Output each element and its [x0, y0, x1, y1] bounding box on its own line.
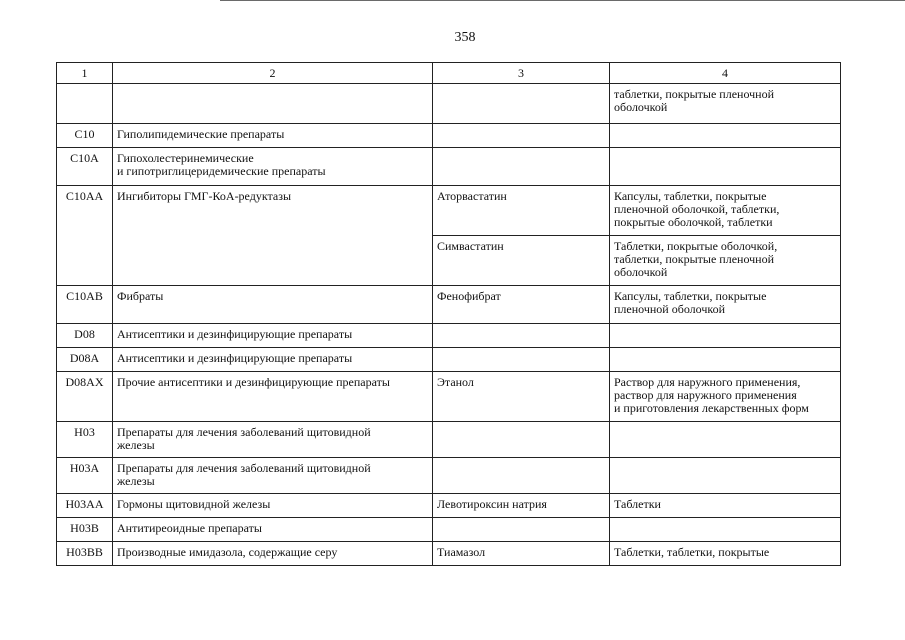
group-name-cell: Антисептики и дезинфицирующие препараты [113, 324, 433, 348]
table-row [57, 348, 841, 372]
table-row [57, 542, 841, 566]
dosage-forms-cell: Таблетки, таблетки, покрытые [610, 542, 841, 566]
group-name-cell: Ингибиторы ГМГ-КоА-редуктазы [113, 186, 433, 286]
page-number: 358 [454, 30, 476, 45]
group-name-line: железы [117, 438, 155, 452]
dosage-form-line: покрытые оболочкой, таблетки [614, 215, 773, 229]
group-name-line: Препараты для лечения заболеваний щитовидной [117, 461, 371, 475]
table-row [57, 324, 841, 348]
dosage-forms-cell [610, 372, 841, 422]
table-row [57, 372, 841, 422]
atc-code-cell: D08AX [57, 372, 113, 422]
dosage-form-line: таблетки, покрытые пленочной [614, 252, 775, 266]
dosage-forms-cell [610, 458, 841, 494]
group-name-cell [113, 84, 433, 124]
dosage-forms-cell [610, 348, 841, 372]
dosage-form-line: таблетки, покрытые пленочной [614, 87, 775, 101]
dosage-form-line: и приготовления лекарственных форм [614, 401, 809, 415]
atc-code-cell: D08 [57, 324, 113, 348]
table-row [57, 518, 841, 542]
atc-code-cell: H03A [57, 458, 113, 494]
table-row [57, 124, 841, 148]
atc-code-cell: H03BB [57, 542, 113, 566]
drug-name-cell [433, 148, 610, 186]
dosage-forms-cell [610, 422, 841, 458]
dosage-forms-cell [610, 186, 841, 236]
drug-name-cell [433, 458, 610, 494]
group-name-cell: Антитиреоидные препараты [113, 518, 433, 542]
group-name-line: Препараты для лечения заболеваний щитовидной [117, 425, 371, 439]
table-row [57, 286, 841, 324]
drug-name-cell: Тиамазол [433, 542, 610, 566]
atc-code-cell: H03B [57, 518, 113, 542]
dosage-forms-cell [610, 518, 841, 542]
table-row [57, 148, 841, 186]
atc-code-cell: C10AA [57, 186, 113, 286]
dosage-form-line: Капсулы, таблетки, покрытые [614, 289, 767, 303]
dosage-forms-cell [610, 84, 841, 124]
dosage-forms-cell [610, 124, 841, 148]
header-cell-4: 4 [610, 63, 841, 84]
group-name-cell: Производные имидазола, содержащие серу [113, 542, 433, 566]
group-name-line: железы [117, 474, 155, 488]
table-row [57, 494, 841, 518]
drug-name-cell [433, 422, 610, 458]
dosage-forms-cell [610, 324, 841, 348]
dosage-forms-cell [610, 148, 841, 186]
group-name-line: и гипотриглицеридемические препараты [117, 164, 326, 178]
drug-name-cell: Этанол [433, 372, 610, 422]
dosage-forms-cell [610, 286, 841, 324]
group-name-line: Гипохолестеринемические [117, 151, 254, 165]
group-name-cell [113, 148, 433, 186]
atc-code-cell: D08A [57, 348, 113, 372]
header-cell-3: 3 [433, 63, 610, 84]
group-name-cell: Антисептики и дезинфицирующие препараты [113, 348, 433, 372]
dosage-form-line: раствор для наружного применения [614, 388, 797, 402]
dosage-form-line: оболочкой [614, 100, 668, 114]
dosage-form-line: Капсулы, таблетки, покрытые [614, 189, 767, 203]
table-row [57, 84, 841, 124]
atc-code-cell: H03 [57, 422, 113, 458]
dosage-forms-cell: Таблетки [610, 494, 841, 518]
group-name-cell [113, 458, 433, 494]
atc-code-cell: H03AA [57, 494, 113, 518]
drug-name-cell [433, 84, 610, 124]
drug-name-cell [433, 124, 610, 148]
table-row [57, 458, 841, 494]
table-row [57, 422, 841, 458]
dosage-form-line: Раствор для наружного применения, [614, 375, 801, 389]
drug-name-cell: Фенофибрат [433, 286, 610, 324]
header-cell-1: 1 [57, 63, 113, 84]
atc-code-cell: C10 [57, 124, 113, 148]
dosage-forms-cell [610, 236, 841, 286]
group-name-cell: Гиполипидемические препараты [113, 124, 433, 148]
group-name-cell: Прочие антисептики и дезинфицирующие препараты [113, 372, 433, 422]
drug-name-cell [433, 348, 610, 372]
group-name-cell: Гормоны щитовидной железы [113, 494, 433, 518]
dosage-form-line: пленочной оболочкой [614, 302, 726, 316]
top-rule [220, 0, 905, 1]
drug-table [56, 62, 841, 566]
header-row [57, 63, 841, 84]
drug-name-cell [433, 324, 610, 348]
dosage-form-line: оболочкой [614, 265, 668, 279]
group-name-cell [113, 422, 433, 458]
atc-code-cell: C10AB [57, 286, 113, 324]
drug-name-cell: Аторвастатин [433, 186, 610, 236]
dosage-form-line: пленочной оболочкой, таблетки, [614, 202, 780, 216]
group-name-cell: Фибраты [113, 286, 433, 324]
table-row [57, 186, 841, 236]
header-cell-2: 2 [113, 63, 433, 84]
drug-name-cell: Левотироксин натрия [433, 494, 610, 518]
atc-code-cell [57, 84, 113, 124]
dosage-form-line: Таблетки, покрытые оболочкой, [614, 239, 778, 253]
drug-name-cell: Симвастатин [433, 236, 610, 286]
drug-name-cell [433, 518, 610, 542]
atc-code-cell: C10A [57, 148, 113, 186]
